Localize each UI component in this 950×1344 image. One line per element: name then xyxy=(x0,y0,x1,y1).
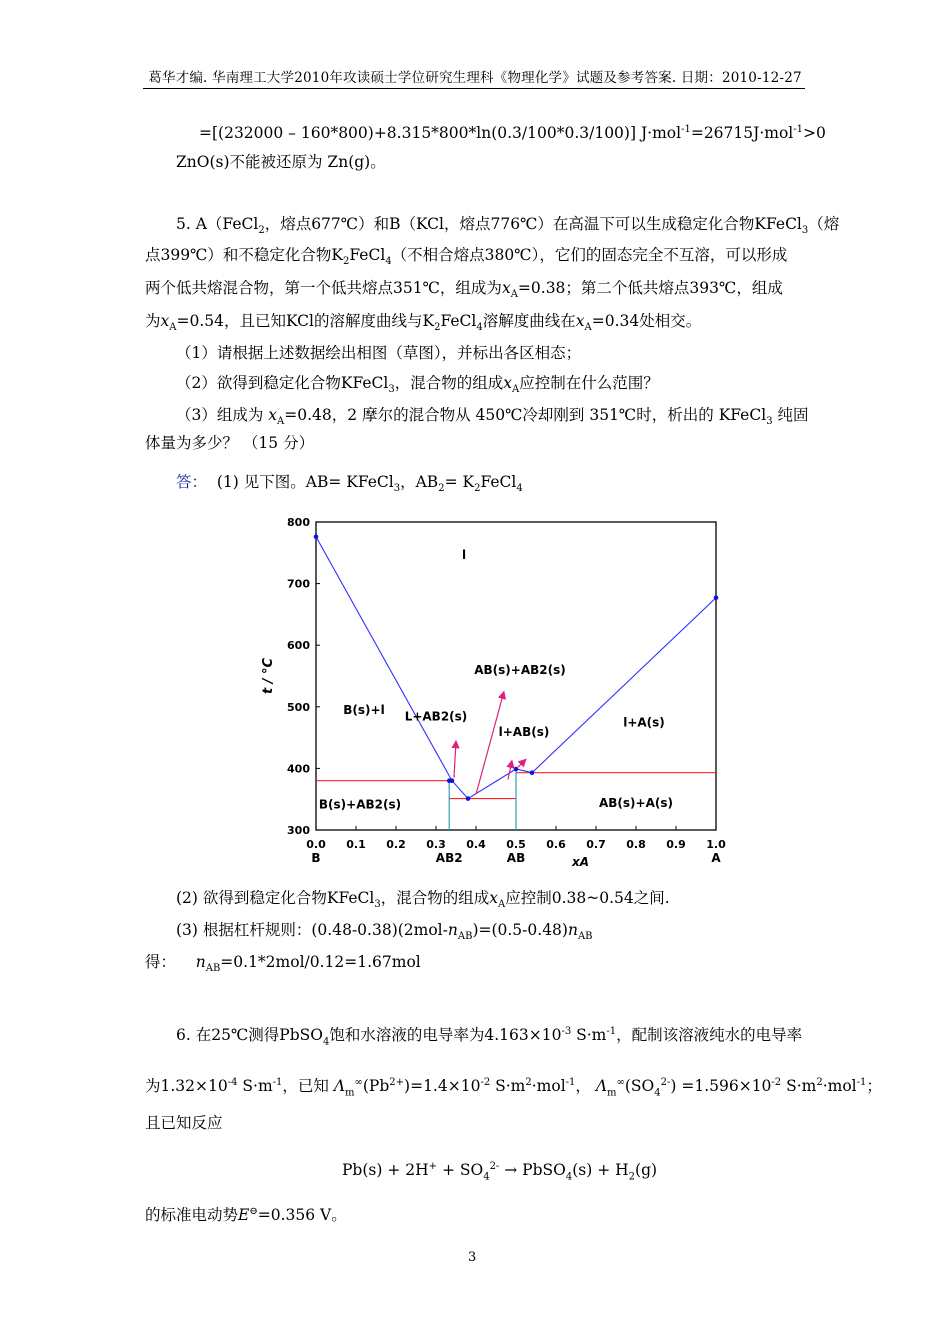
header-rule xyxy=(143,88,805,89)
data-point xyxy=(530,770,535,775)
x-tick-label: 1.0 xyxy=(706,838,726,851)
y-tick-label: 500 xyxy=(287,700,310,714)
q5-answer-3: (3) 根据杠杆规则：$(0.48-0.38)(2mol-n_{AB})=(0.5-0.48)n_{AB}$ xyxy=(176,921,593,943)
q5-answer-2: (2) 欲得到稳定化合物KFeCl$_3$，混合物的组成$x_A$应控制0.38~0.54之间. xyxy=(176,889,670,911)
x-tick-label: 0.6 xyxy=(546,838,566,851)
component-label: A xyxy=(711,851,721,865)
page-header: 葛华才编. 华南理工大学2010年攻读硕士学位研究生理科《物理化学》试题及参考答案. 日期：2010-12-27 xyxy=(148,70,802,86)
x-tick-label: 0.2 xyxy=(386,838,406,851)
y-tick-label: 700 xyxy=(287,577,310,591)
y-tick-label: 600 xyxy=(287,639,310,653)
q5-sub2: （2）欲得到稳定化合物KFeCl$_3$，混合物的组成$x_A$应控制在什么范围？ xyxy=(176,374,659,396)
q6-line1: 6. 在25℃测得PbSO$_4$饱和水溶液的电导率为$4.163\times 10^{-3}$ $S\cdot m^{-1}$，配制该溶液纯水的电导率 xyxy=(176,1026,803,1048)
y-tick-label: 800 xyxy=(287,516,310,529)
data-point xyxy=(466,796,471,801)
data-point xyxy=(314,534,319,539)
region-label: L+AB2(s) xyxy=(404,709,468,724)
page-number: 3 xyxy=(468,1250,477,1265)
data-point xyxy=(514,767,519,772)
x-axis-label: xA xyxy=(572,855,590,869)
q5-line2: 点399℃）和不稳定化合物$K_2FeCl_4$（不相合熔点380℃），它们的固态完全不互溶，可以形成 xyxy=(145,246,788,268)
component-label: AB2 xyxy=(435,851,463,865)
data-point xyxy=(714,595,719,600)
q5-sub3-cont: 体量为多少？ （15 分） xyxy=(145,434,315,452)
q5-sub3: （3）组成为 $x_A=0.48$，2 摩尔的混合物从 450℃冷却刚到 351℃时，析出的 KFeCl$_3$ 纯固 xyxy=(176,406,809,428)
y-tick-label: 400 xyxy=(287,762,310,776)
q5-answer-4: 得： $n_{AB}=0.1*2mol/0.12=1.67mol$ xyxy=(145,953,421,975)
region-label: l xyxy=(461,547,467,562)
x-tick-label: 0.4 xyxy=(466,838,486,851)
region-label: l+AB(s) xyxy=(498,724,550,739)
calc-equation: =[(232000 – 160*800)+8.315*800*ln(0.3/100*0.3/100)] J·mol$^{-1}$=26715J·mol$^{-1}$>0 xyxy=(199,124,826,143)
x-tick-label: 0.9 xyxy=(666,838,686,851)
y-axis-label: t / °C xyxy=(261,657,276,695)
x-tick-label: 0.3 xyxy=(426,838,446,851)
x-tick-label: 0.8 xyxy=(626,838,646,851)
region-label: B(s)+l xyxy=(343,703,385,718)
x-tick-label: 0.5 xyxy=(506,838,526,851)
data-point xyxy=(450,778,455,783)
x-tick-label: 0.1 xyxy=(346,838,366,851)
q6-line3: 且已知反应 xyxy=(145,1114,223,1132)
q6-line2: 为$1.32\times 10^{-4}$ $S\cdot m^{-1}$，已知 $\Lambda_m^\infty(Pb^{2+})=1.4\times 10^{-2}$ $S\cdot m^2\cdot mol^{-1}$， $\Lambda_m^\infty(SO_4^{2-}) =1.596\times 10^{-2}$ $S\cdot m^2\cdot mol^{-1}$； xyxy=(145,1077,882,1099)
q6-reaction: $Pb(s) + 2H^+ + SO_4^{2-}$ → PbSO$_4$(s) + $H_2(g)$ xyxy=(342,1161,658,1183)
y-tick-label: 300 xyxy=(287,824,310,837)
q5-line1: 5. A（FeCl$_2$，熔点677℃）和B（KCl，熔点776℃）在高温下可以生成稳定化合物KFeCl$_3$（熔 xyxy=(176,215,840,237)
q5-answer-1: 答： (1) 见下图。AB= KFeCl$_3$，$AB_2=$ $K_2FeCl_4$ xyxy=(176,473,523,495)
calc-conclusion: ZnO(s)不能被还原为 Zn(g)。 xyxy=(176,153,386,171)
q5-sub1: （1）请根据上述数据绘出相图（草图），并标出各区相态； xyxy=(176,344,582,362)
x-tick-label: 0.0 xyxy=(306,838,326,851)
x-tick-label: 0.7 xyxy=(586,838,606,851)
region-label: AB(s)+AB2(s) xyxy=(474,663,566,678)
component-label: B xyxy=(311,851,321,865)
q5-line3: 两个低共熔混合物，第一个低共熔点351℃，组成为$x_A=0.38$；第二个低共熔点393℃，组成 xyxy=(145,279,783,301)
phase-diagram-chart xyxy=(250,508,730,878)
region-label: AB(s)+A(s) xyxy=(599,796,673,811)
answer-label: 答： xyxy=(176,473,208,491)
q6-line5: 的标准电动势E⊖=0.356 V。 xyxy=(145,1206,347,1225)
region-label: l+A(s) xyxy=(623,715,665,730)
q5-line4: 为$x_A=0.54$，且已知KCl的溶解度曲线与$K_2FeCl_4$溶解度曲线在$x_A=0.34$处相交。 xyxy=(145,312,702,334)
component-label: AB xyxy=(506,851,526,865)
region-label: B(s)+AB2(s) xyxy=(318,797,402,812)
